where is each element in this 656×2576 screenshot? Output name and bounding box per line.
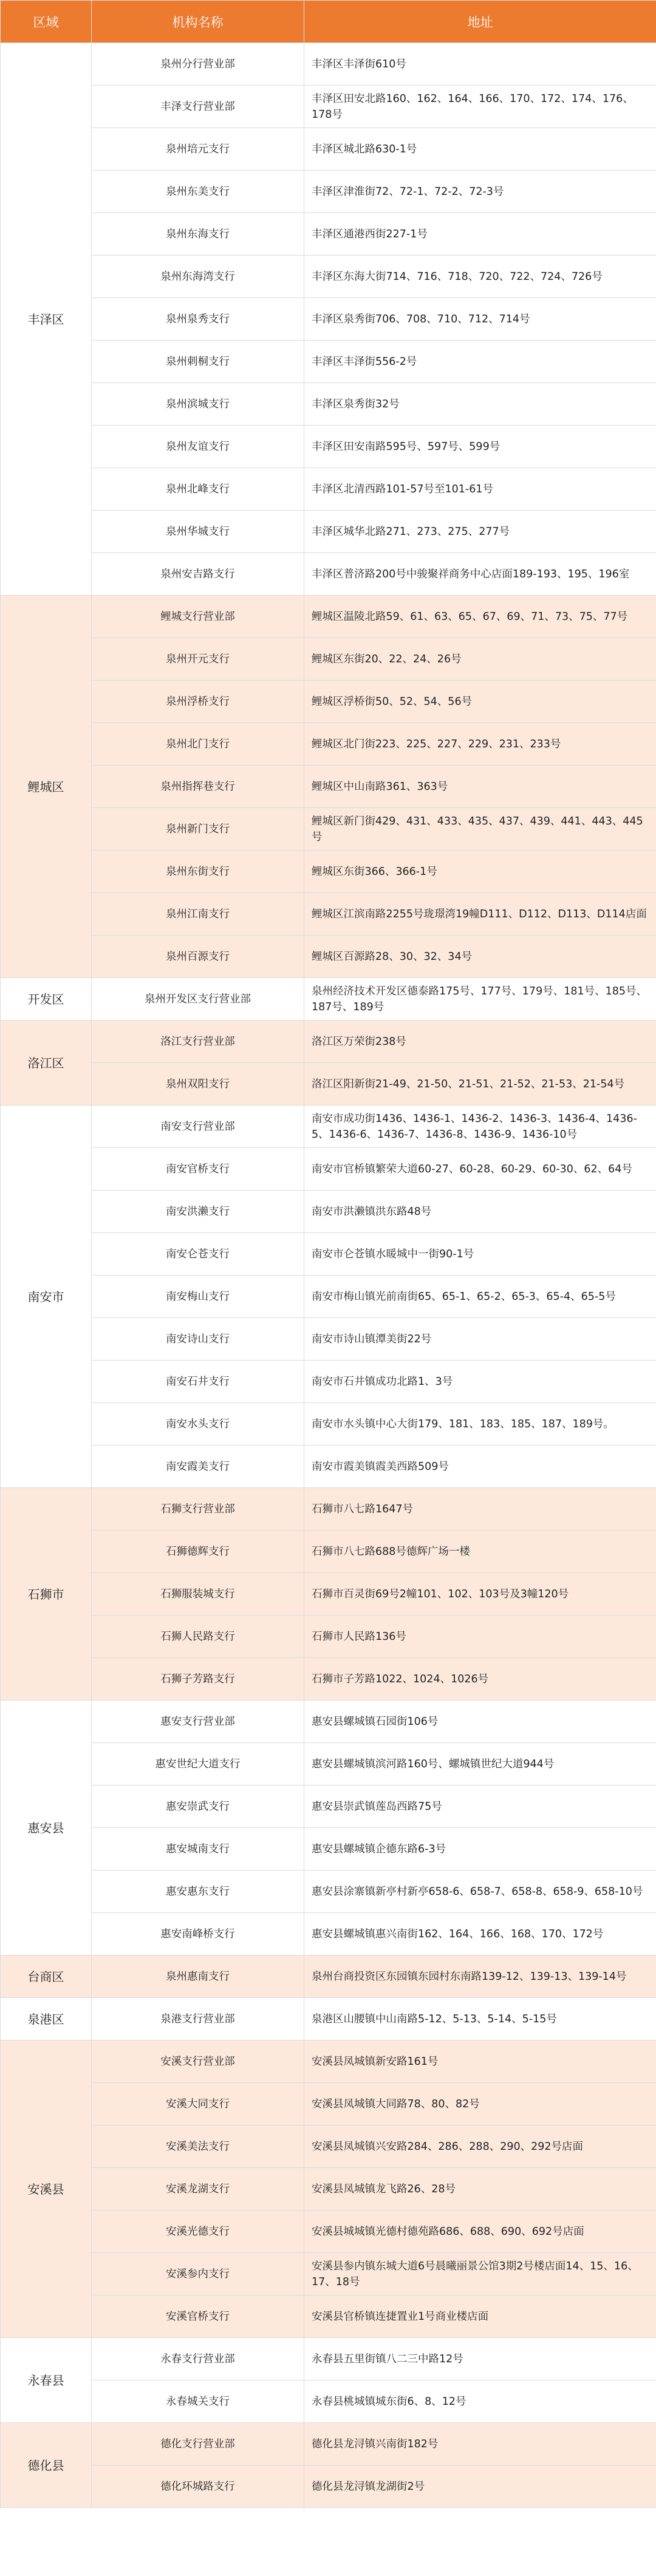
address-cell: 丰泽区通港西街227-1号 bbox=[304, 213, 656, 256]
table-row bbox=[1, 681, 656, 723]
region-cell: 德化县 bbox=[1, 2423, 92, 2508]
region-cell: 南安市 bbox=[1, 1106, 92, 1488]
address-cell: 南安市石井镇成功北路1、3号 bbox=[304, 1361, 656, 1403]
region-cell: 丰泽区 bbox=[1, 43, 92, 596]
table-row bbox=[1, 43, 656, 86]
table-row bbox=[1, 1531, 656, 1573]
branch-name-cell: 泉港支行营业部 bbox=[92, 1998, 304, 2041]
branch-name-cell: 安溪美法支行 bbox=[92, 2126, 304, 2168]
table-row bbox=[1, 638, 656, 681]
table-row bbox=[1, 2126, 656, 2168]
address-cell: 丰泽区泉秀街706、708、710、712、714号 bbox=[304, 298, 656, 341]
table-row bbox=[1, 383, 656, 426]
address-cell: 泉州经济技术开发区德泰路175号、177号、179号、181号、185号、187号、189号 bbox=[304, 978, 656, 1021]
branch-name-cell: 南安诗山支行 bbox=[92, 1318, 304, 1361]
branch-name-cell: 泉州指挥巷支行 bbox=[92, 766, 304, 808]
address-cell: 鲤城区温陵北路59、61、63、65、67、69、71、73、75、77号 bbox=[304, 596, 656, 638]
branch-name-cell: 安溪龙湖支行 bbox=[92, 2168, 304, 2211]
table-row bbox=[1, 256, 656, 298]
address-cell: 鲤城区新门街429、431、433、435、437、439、441、443、445号 bbox=[304, 808, 656, 851]
branch-name-cell: 德化环城路支行 bbox=[92, 2466, 304, 2508]
address-cell: 南安市仑苍镇水暖城中一街90-1号 bbox=[304, 1233, 656, 1276]
branch-name-cell: 泉州开发区支行营业部 bbox=[92, 978, 304, 1021]
branch-name-cell: 南安官桥支行 bbox=[92, 1148, 304, 1191]
branch-name-cell: 泉州东美支行 bbox=[92, 171, 304, 213]
address-cell: 永春县五里街镇八二三中路12号 bbox=[304, 2338, 656, 2381]
header-branch-name: 机构名称 bbox=[92, 1, 304, 43]
region-cell: 泉港区 bbox=[1, 1998, 92, 2041]
branch-name-cell: 泉州浮桥支行 bbox=[92, 681, 304, 723]
address-cell: 泉州台商投资区东园镇东园村东南路139-12、139-13、139-14号 bbox=[304, 1956, 656, 1998]
address-cell: 惠安县螺城镇石园街106号 bbox=[304, 1701, 656, 1743]
branch-name-cell: 安溪支行营业部 bbox=[92, 2041, 304, 2083]
address-cell: 洛江区万荣街238号 bbox=[304, 1021, 656, 1063]
table-row bbox=[1, 1021, 656, 1063]
region-cell: 台商区 bbox=[1, 1956, 92, 1998]
address-cell: 石狮市百灵街69号2幢101、102、103号及3幢120号 bbox=[304, 1573, 656, 1616]
table-row bbox=[1, 1701, 656, 1743]
branch-name-cell: 泉州培元支行 bbox=[92, 128, 304, 171]
branch-name-cell: 丰泽支行营业部 bbox=[92, 86, 304, 128]
branch-name-cell: 南安支行营业部 bbox=[92, 1106, 304, 1148]
branch-name-cell: 泉州东海支行 bbox=[92, 213, 304, 256]
address-cell: 鲤城区东街20、22、24、26号 bbox=[304, 638, 656, 681]
table-row bbox=[1, 213, 656, 256]
branch-name-cell: 泉州东街支行 bbox=[92, 851, 304, 893]
table-row bbox=[1, 893, 656, 936]
table-row bbox=[1, 1361, 656, 1403]
address-cell: 丰泽区北清西路101-57号至101-61号 bbox=[304, 468, 656, 511]
table-row bbox=[1, 2211, 656, 2253]
table-row bbox=[1, 1106, 656, 1148]
table-row bbox=[1, 2338, 656, 2381]
address-cell: 鲤城区百源路28、30、32、34号 bbox=[304, 936, 656, 978]
address-cell: 鲤城区浮桥街50、52、54、56号 bbox=[304, 681, 656, 723]
address-cell: 石狮市八七路688号德辉广场一楼 bbox=[304, 1531, 656, 1573]
address-cell: 丰泽区津淮街72、72-1、72-2、72-3号 bbox=[304, 171, 656, 213]
address-cell: 丰泽区泉秀街32号 bbox=[304, 383, 656, 426]
table-row bbox=[1, 1616, 656, 1658]
address-cell: 石狮市子芳路1022、1024、1026号 bbox=[304, 1658, 656, 1701]
table-row bbox=[1, 1276, 656, 1318]
branch-name-cell: 惠安世纪大道支行 bbox=[92, 1743, 304, 1786]
table-row bbox=[1, 936, 656, 978]
branch-name-cell: 安溪参内支行 bbox=[92, 2253, 304, 2296]
address-cell: 鲤城区北门街223、225、227、229、231、233号 bbox=[304, 723, 656, 766]
address-cell: 南安市成功街1436、1436-1、1436-2、1436-3、1436-4、1436-5、1436-6、1436-7、1436-8、1436-9、1436-10号 bbox=[304, 1106, 656, 1148]
table-row bbox=[1, 1871, 656, 1913]
address-cell: 泉港区山腰镇中山南路5-12、5-13、5-14、5-15号 bbox=[304, 1998, 656, 2041]
branch-name-cell: 惠安城南支行 bbox=[92, 1828, 304, 1871]
branch-name-cell: 惠安惠东支行 bbox=[92, 1871, 304, 1913]
region-cell: 惠安县 bbox=[1, 1701, 92, 1956]
branch-name-cell: 泉州江南支行 bbox=[92, 893, 304, 936]
branch-name-cell: 石狮人民路支行 bbox=[92, 1616, 304, 1658]
branch-name-cell: 德化支行营业部 bbox=[92, 2423, 304, 2466]
table-row bbox=[1, 1913, 656, 1956]
branch-name-cell: 泉州双阳支行 bbox=[92, 1063, 304, 1106]
branch-name-cell: 泉州友谊支行 bbox=[92, 426, 304, 468]
branch-name-cell: 石狮子芳路支行 bbox=[92, 1658, 304, 1701]
table-row bbox=[1, 2296, 656, 2338]
table-row bbox=[1, 2168, 656, 2211]
branch-name-cell: 惠安南峰桥支行 bbox=[92, 1913, 304, 1956]
branch-name-cell: 石狮服装城支行 bbox=[92, 1573, 304, 1616]
address-cell: 惠安县螺城镇滨河路160号、螺城镇世纪大道944号 bbox=[304, 1743, 656, 1786]
address-cell: 德化县龙浔镇龙湖街2号 bbox=[304, 2466, 656, 2508]
branch-name-cell: 泉州华城支行 bbox=[92, 511, 304, 553]
address-cell: 安溪县凤城镇龙飞路26、28号 bbox=[304, 2168, 656, 2211]
branch-name-cell: 惠安崇武支行 bbox=[92, 1786, 304, 1828]
table-row bbox=[1, 2041, 656, 2083]
branch-name-cell: 南安梅山支行 bbox=[92, 1276, 304, 1318]
branch-name-cell: 安溪光德支行 bbox=[92, 2211, 304, 2253]
branch-name-cell: 石狮支行营业部 bbox=[92, 1488, 304, 1531]
address-cell: 安溪县官桥镇连捷置业1号商业楼店面 bbox=[304, 2296, 656, 2338]
table-row bbox=[1, 86, 656, 128]
region-cell: 开发区 bbox=[1, 978, 92, 1021]
address-cell: 南安市官桥镇繁荣大道60-27、60-28、60-29、60-30、62、64号 bbox=[304, 1148, 656, 1191]
address-cell: 安溪县凤城镇新安路161号 bbox=[304, 2041, 656, 2083]
branch-name-cell: 泉州分行营业部 bbox=[92, 43, 304, 86]
table-row bbox=[1, 1063, 656, 1106]
branch-name-cell: 泉州北门支行 bbox=[92, 723, 304, 766]
address-cell: 南安市水头镇中心大街179、181、183、185、187、189号。 bbox=[304, 1403, 656, 1446]
table-row bbox=[1, 851, 656, 893]
branch-name-cell: 石狮德辉支行 bbox=[92, 1531, 304, 1573]
branch-name-cell: 泉州新门支行 bbox=[92, 808, 304, 851]
region-cell: 洛江区 bbox=[1, 1021, 92, 1106]
address-cell: 安溪县城城镇光德村德苑路686、688、690、692号店面 bbox=[304, 2211, 656, 2253]
table-row bbox=[1, 171, 656, 213]
address-cell: 鲤城区东街366、366-1号 bbox=[304, 851, 656, 893]
address-cell: 惠安县螺城镇惠兴南街162、164、166、168、170、172号 bbox=[304, 1913, 656, 1956]
address-cell: 丰泽区东海大街714、716、718、720、722、724、726号 bbox=[304, 256, 656, 298]
branch-name-cell: 惠安支行营业部 bbox=[92, 1701, 304, 1743]
table-row bbox=[1, 2466, 656, 2508]
address-cell: 丰泽区普济路200号中骏聚祥商务中心店面189-193、195、196室 bbox=[304, 553, 656, 596]
address-cell: 鲤城区中山南路361、363号 bbox=[304, 766, 656, 808]
table-header-row bbox=[1, 1, 656, 43]
region-cell: 永春县 bbox=[1, 2338, 92, 2423]
table-row bbox=[1, 2083, 656, 2126]
table-row bbox=[1, 1148, 656, 1191]
address-cell: 南安市诗山镇潭美街22号 bbox=[304, 1318, 656, 1361]
branch-name-cell: 泉州安吉路支行 bbox=[92, 553, 304, 596]
table-row bbox=[1, 1233, 656, 1276]
branch-name-cell: 南安仑苍支行 bbox=[92, 1233, 304, 1276]
address-cell: 洛江区阳新街21-49、21-50、21-51、21-52、21-53、21-54号 bbox=[304, 1063, 656, 1106]
table-row bbox=[1, 1658, 656, 1701]
address-cell: 惠安县崇武镇莲岛西路75号 bbox=[304, 1786, 656, 1828]
branch-name-cell: 安溪大同支行 bbox=[92, 2083, 304, 2126]
table-row bbox=[1, 1191, 656, 1233]
table-row bbox=[1, 596, 656, 638]
address-cell: 丰泽区田安南路595号、597号、599号 bbox=[304, 426, 656, 468]
branch-name-cell: 洛江支行营业部 bbox=[92, 1021, 304, 1063]
table-row bbox=[1, 1573, 656, 1616]
table-body bbox=[1, 43, 656, 2508]
table-row bbox=[1, 426, 656, 468]
table-row bbox=[1, 1956, 656, 1998]
branch-name-cell: 南安霞美支行 bbox=[92, 1446, 304, 1488]
table-row bbox=[1, 298, 656, 341]
branch-name-cell: 泉州惠南支行 bbox=[92, 1956, 304, 1998]
table-row bbox=[1, 808, 656, 851]
table-row bbox=[1, 1743, 656, 1786]
address-cell: 石狮市八七路1647号 bbox=[304, 1488, 656, 1531]
branch-name-cell: 泉州百源支行 bbox=[92, 936, 304, 978]
address-cell: 永春县桃城镇城东街6、8、12号 bbox=[304, 2381, 656, 2423]
table-row bbox=[1, 2381, 656, 2423]
region-cell: 鲤城区 bbox=[1, 596, 92, 978]
address-cell: 南安市霞美镇霞美西路509号 bbox=[304, 1446, 656, 1488]
address-cell: 丰泽区城北路630-1号 bbox=[304, 128, 656, 171]
address-cell: 丰泽区城华北路271、273、275、277号 bbox=[304, 511, 656, 553]
branch-name-cell: 永春城关支行 bbox=[92, 2381, 304, 2423]
address-cell: 南安市梅山镇光前南街65、65-1、65-2、65-3、65-4、65-5号 bbox=[304, 1276, 656, 1318]
address-cell: 石狮市人民路136号 bbox=[304, 1616, 656, 1658]
address-cell: 鲤城区江滨南路2255号珑璟湾19幢D111、D112、D113、D114店面 bbox=[304, 893, 656, 936]
table-row bbox=[1, 341, 656, 383]
address-cell: 丰泽区丰泽街610号 bbox=[304, 43, 656, 86]
table-row bbox=[1, 1998, 656, 2041]
branch-name-cell: 泉州开元支行 bbox=[92, 638, 304, 681]
table-row bbox=[1, 2253, 656, 2296]
table-row bbox=[1, 1318, 656, 1361]
table-row bbox=[1, 128, 656, 171]
address-cell: 惠安县涂寨镇新亭村新亭658-6、658-7、658-8、658-9、658-10号 bbox=[304, 1871, 656, 1913]
header-region: 区域 bbox=[1, 1, 92, 43]
branch-name-cell: 泉州滨城支行 bbox=[92, 383, 304, 426]
table-row bbox=[1, 1403, 656, 1446]
table-row bbox=[1, 553, 656, 596]
address-cell: 南安市洪濑镇洪东路48号 bbox=[304, 1191, 656, 1233]
address-cell: 安溪县凤城镇兴安路284、286、288、290、292号店面 bbox=[304, 2126, 656, 2168]
branch-name-cell: 泉州北峰支行 bbox=[92, 468, 304, 511]
table-row bbox=[1, 1446, 656, 1488]
branch-name-cell: 南安洪濑支行 bbox=[92, 1191, 304, 1233]
address-cell: 惠安县螺城镇企德东路6-3号 bbox=[304, 1828, 656, 1871]
region-cell: 石狮市 bbox=[1, 1488, 92, 1701]
table-row bbox=[1, 2423, 656, 2466]
branch-name-cell: 南安水头支行 bbox=[92, 1403, 304, 1446]
table-row bbox=[1, 1488, 656, 1531]
branch-name-cell: 鲤城支行营业部 bbox=[92, 596, 304, 638]
branch-name-cell: 泉州刺桐支行 bbox=[92, 341, 304, 383]
address-cell: 安溪县参内镇东城大道6号晨曦丽景公馆3期2号楼店面14、15、16、17、18号 bbox=[304, 2253, 656, 2296]
branch-name-cell: 安溪官桥支行 bbox=[92, 2296, 304, 2338]
table-row bbox=[1, 511, 656, 553]
table-row bbox=[1, 978, 656, 1021]
header-address: 地址 bbox=[304, 1, 656, 43]
table-row bbox=[1, 1786, 656, 1828]
table-row bbox=[1, 723, 656, 766]
branch-name-cell: 泉州泉秀支行 bbox=[92, 298, 304, 341]
region-cell: 安溪县 bbox=[1, 2041, 92, 2338]
address-cell: 丰泽区丰泽街556-2号 bbox=[304, 341, 656, 383]
table-row bbox=[1, 766, 656, 808]
branch-name-cell: 泉州东海湾支行 bbox=[92, 256, 304, 298]
branch-name-cell: 永春支行营业部 bbox=[92, 2338, 304, 2381]
address-cell: 安溪县凤城镇大同路78、80、82号 bbox=[304, 2083, 656, 2126]
address-cell: 丰泽区田安北路160、162、164、166、170、172、174、176、178号 bbox=[304, 86, 656, 128]
branch-name-cell: 南安石井支行 bbox=[92, 1361, 304, 1403]
table-row bbox=[1, 1828, 656, 1871]
table-row bbox=[1, 468, 656, 511]
address-cell: 德化县龙浔镇兴南街182号 bbox=[304, 2423, 656, 2466]
